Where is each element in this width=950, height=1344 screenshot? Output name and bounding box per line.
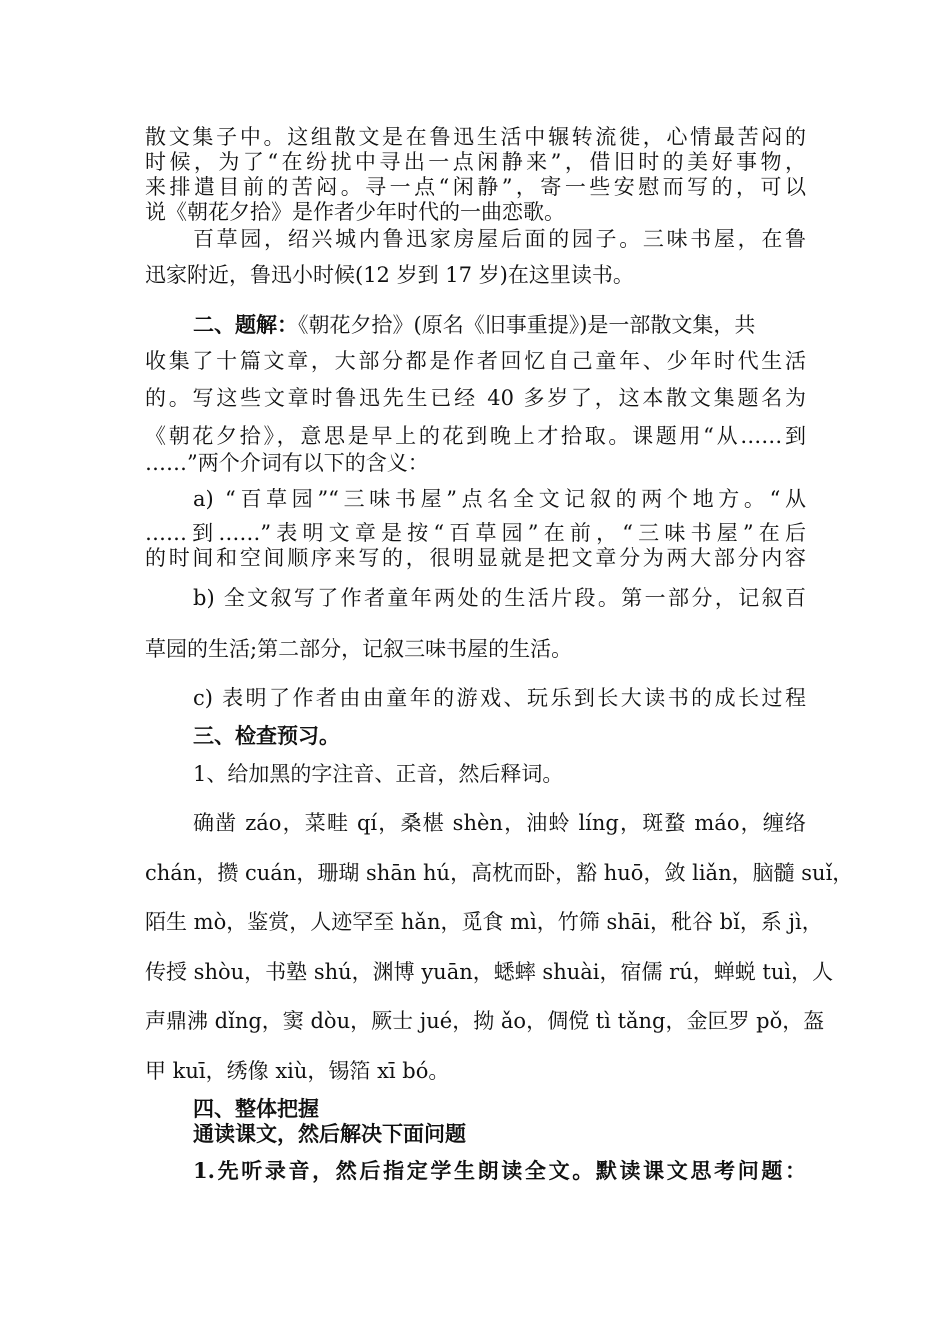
paragraph-line: 《朝花夕拾》，意思是早上的花到晚上才拾取。课题用“从……到 [145,424,806,448]
list-item-line: b) 全文叙写了作者童年两处的生活片段。第一部分，记叙百 [193,586,806,610]
paragraph-line: 百草园，绍兴城内鲁迅家房屋后面的园子。三味书屋，在鲁 [193,227,806,251]
section-heading: 二、题解： [193,312,298,337]
paragraph-text: 《朝花夕拾》(原名《旧事重提》)是一部散文集，共 [298,313,756,337]
paragraph-line: 收集了十篇文章，大部分都是作者回忆自己童年、少年时代生活 [145,349,806,373]
word-list-line: 甲 kuī，绣像 xiù，锡箔 xī bó。 [145,1059,450,1083]
list-item-line: ……到……”表明文章是按“百草园”在前，“三味书屋”在后 [145,521,806,545]
sub-heading: 通读课文，然后解决下面问题 [193,1121,466,1146]
list-item-line: c) 表明了作者由由童年的游戏、玩乐到长大读书的成长过程 [193,686,806,710]
paragraph-line: 说《朝花夕拾》是作者少年时代的一曲恋歌。 [145,200,565,224]
list-item-line: 草园的生活;第二部分，记叙三味书屋的生活。 [145,637,573,661]
word-list-line: 传授 shòu，书塾 shú，渊博 yuān，蟋蟀 shuài，宿儒 rú，蝉蜕 tuì，人 [145,960,834,984]
word-list-line: 确凿 záo，菜畦 qí，桑椹 shèn，油蛉 líng，斑蝥 máo，缠络 [193,811,806,835]
list-item-line: 的时间和空间顺序来写的，很明显就是把文章分为两大部分内容 [145,546,806,570]
paragraph-line: 来排遣目前的苦闷。寻一点“闲静”，寄一些安慰而写的，可以 [145,175,806,199]
paragraph-line: 散文集子中。这组散文是在鲁迅生活中辗转流徙，心情最苦闷的 [145,125,806,149]
paragraph-line: 时候，为了“在纷扰中寻出一点闲静来”，借旧时的美好事物， [145,150,806,174]
section-heading: 四、整体把握 [193,1096,319,1121]
word-list-line: 声鼎沸 dǐng，窦 dòu，厥士 jué，拗 ǎo，倜傥 tì tǎng，金叵罗 pǒ，盔 [145,1009,825,1033]
section-heading-line [193,313,755,337]
paragraph-line: 的。写这些文章时鲁迅先生已经 40 多岁了，这本散文集题名为 [145,386,806,410]
sub-heading: 1、给加黑的字注音、正音，然后释词。 [193,762,564,786]
question-line: 1.先听录音，然后指定学生朗读全文。默读课文思考问题： [193,1158,806,1183]
section-heading: 三、检查预习。 [193,723,340,748]
word-list-line: 陌生 mò，鉴赏，人迹罕至 hǎn，觅食 mì，竹筛 shāi，秕谷 bǐ，系 jì， [145,910,823,934]
paragraph-line: ……”两个介词有以下的含义： [145,451,429,475]
word-list-line: chán，攒 cuán，珊瑚 shān hú，高枕而卧，豁 huō，敛 liǎn，脑髓 suǐ， [145,861,854,885]
list-item-line: a) “百草园”“三味书屋”点名全文记叙的两个地方。“从 [193,487,806,511]
paragraph-line: 迅家附近，鲁迅小时候(12 岁到 17 岁)在这里读书。 [145,263,634,287]
